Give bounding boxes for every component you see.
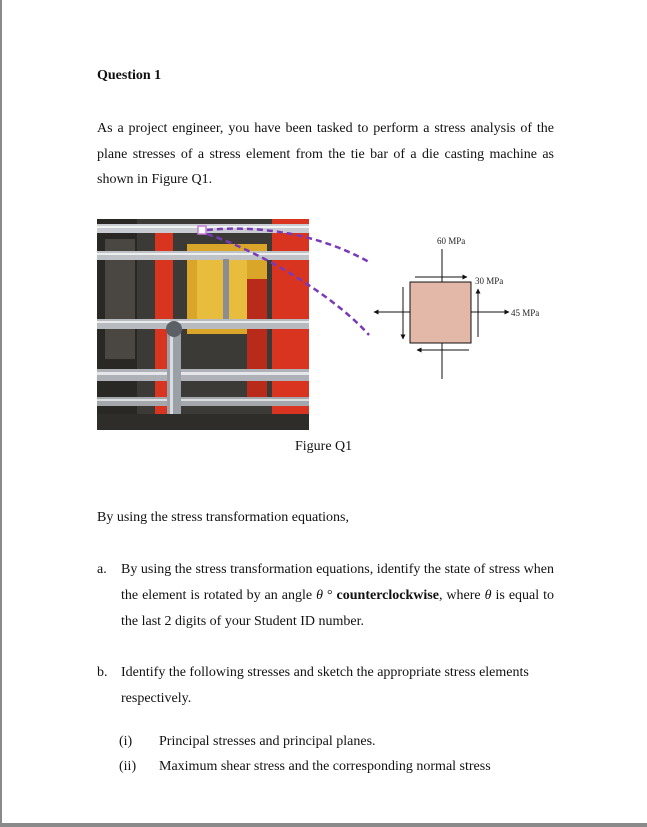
right-stress-label: 45 MPa xyxy=(511,308,540,318)
figure-caption: Figure Q1 xyxy=(295,439,353,454)
page-edge-bottom xyxy=(0,823,647,827)
part-b-text: Identify the following stresses and sketch the appropriate stress elements respectively. xyxy=(121,665,529,706)
page-edge xyxy=(0,0,2,827)
part-a xyxy=(97,557,554,637)
part-a-text: By using the stress transformation equations, identify the state of stress when the element is rotated by an angle θ ° counterclockwise, where θ is equal to the last 2 digits of your Student ID number. xyxy=(121,562,555,629)
part-a-letter: a. xyxy=(97,562,107,577)
stress-element-square xyxy=(410,282,471,343)
part-b-letter: b. xyxy=(97,665,108,680)
question-heading: Question 1 xyxy=(97,68,162,83)
shear-stress-label: 30 MPa xyxy=(475,276,504,286)
top-stress-label: 60 MPa xyxy=(437,236,466,246)
stress-element-diagram xyxy=(97,219,577,434)
callout-line-upper xyxy=(207,229,369,262)
part-b xyxy=(97,660,554,716)
lead-sentence: By using the stress transformation equations, xyxy=(97,510,349,525)
intro-paragraph: As a project engineer, you have been tasked to perform a stress analysis of the plane stresses of a stress element from the tie bar of a die casting machine as shown in Figure Q1. xyxy=(97,121,554,187)
